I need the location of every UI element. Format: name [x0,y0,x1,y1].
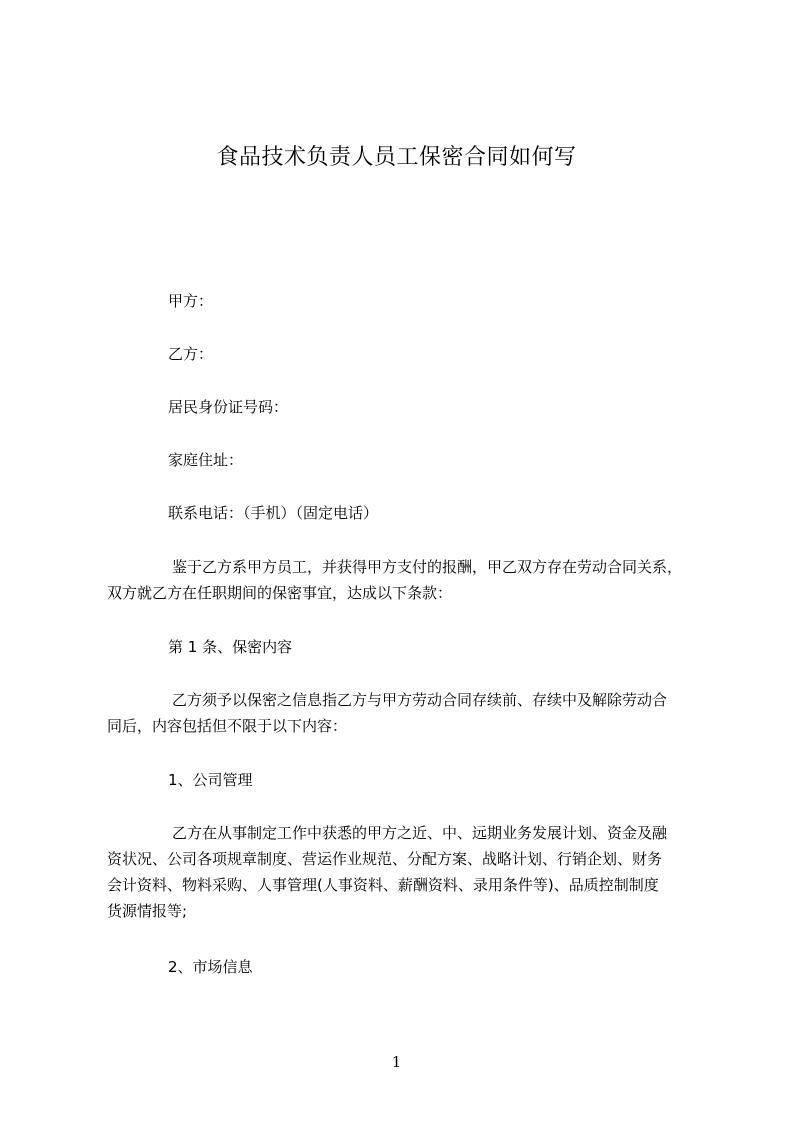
article-1-line-2: 同后，内容包括但不限于以下内容： [107,717,348,735]
item-1-body [107,820,711,924]
article-1-body [107,687,711,739]
item-1-line-3: 会计资料、物料采购、人事管理(人事资料、薪酬资料、录用条件等)、品质控制制度 [107,876,659,894]
id-number-field: 居民身份证号码： [168,398,289,416]
home-address-field: 家庭住址： [168,451,244,469]
item-1-line-1: 乙方在从事制定工作中获悉的甲方之近、中、远期业务发展计划、资金及融 [172,824,668,842]
article-1-heading: 第 1 条、保密内容 [168,638,293,656]
intro-line-1: 鉴于乙方系甲方员工，并获得甲方支付的报酬，甲乙双方存在劳动合同关系， [172,558,683,576]
document-title: 食品技术负责人员工保密合同如何写 [216,145,577,170]
phone-field: 联系电话：（手机）（固定电话） [168,504,379,522]
item-2-heading: 2、市场信息 [168,958,253,976]
party-b-field: 乙方： [168,345,214,363]
intro-line-2: 双方就乙方在任职期间的保密事宜，达成以下条款： [107,584,453,602]
page-number: 1 [391,1053,402,1071]
party-a-field: 甲方： [168,292,214,310]
item-1-line-4: 货源情报等; [107,902,188,920]
intro-paragraph [107,554,711,606]
item-1-line-2: 资状况、公司各项规章制度、营运作业规范、分配方案、战略计划、行销企划、财务 [107,850,663,868]
item-1-heading: 1、公司管理 [168,771,253,789]
article-1-line-1: 乙方须予以保密之信息指乙方与甲方劳动合同存续前、存续中及解除劳动合 [172,691,668,709]
